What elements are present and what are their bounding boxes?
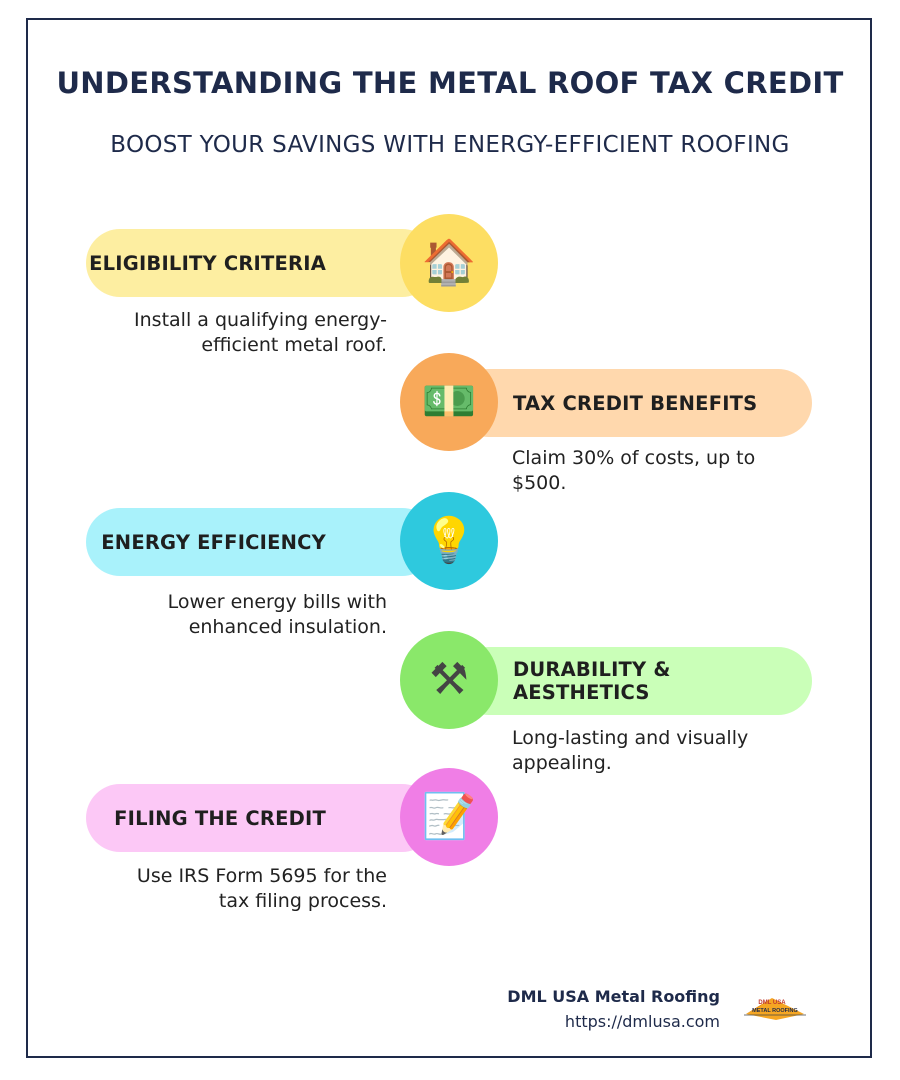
step-description: Install a qualifying energy- efficient metal roof. [134,309,387,356]
house-icon: 🏠 [400,214,498,312]
step-description: Lower energy bills with enhanced insulation. [167,591,387,638]
step-description: Claim 30% of costs, up to $500. [512,447,756,494]
step-eligibility-pill [86,229,436,297]
memo-icon: 📝 [400,768,498,866]
step-filing-pill [86,784,436,852]
step-description: Long-lasting and visually appealing. [512,727,749,774]
brand-block [507,987,720,1031]
tools-icon: ⚒ [400,631,498,729]
company-logo [742,992,808,1022]
step-label: FILING THE CREDIT [114,806,326,830]
lightbulb-icon: 💡 [400,492,498,590]
brand-name: DML USA Metal Roofing [507,987,720,1006]
step-label: ENERGY EFFICIENCY [101,530,326,554]
money-icon: 💵 [400,353,498,451]
step-durability-pill [455,647,812,715]
page-title: UNDERSTANDING THE METAL ROOF TAX CREDIT [56,66,844,100]
step-tax-credit-pill [455,369,812,437]
step-energy-pill [86,508,436,576]
step-label: DURABILITY & AESTHETICS [513,658,671,704]
step-label: ELIGIBILITY CRITERIA [89,251,326,275]
brand-url[interactable]: https://dmlusa.com [564,1012,720,1031]
svg-text:METAL ROOFING: METAL ROOFING [752,1008,798,1014]
step-description: Use IRS Form 5695 for the tax filing process. [136,865,387,912]
page-subtitle: BOOST YOUR SAVINGS WITH ENERGY-EFFICIENT ROOFING [110,132,790,158]
step-label: TAX CREDIT BENEFITS [513,391,758,415]
svg-text:DML USA: DML USA [758,1000,786,1006]
